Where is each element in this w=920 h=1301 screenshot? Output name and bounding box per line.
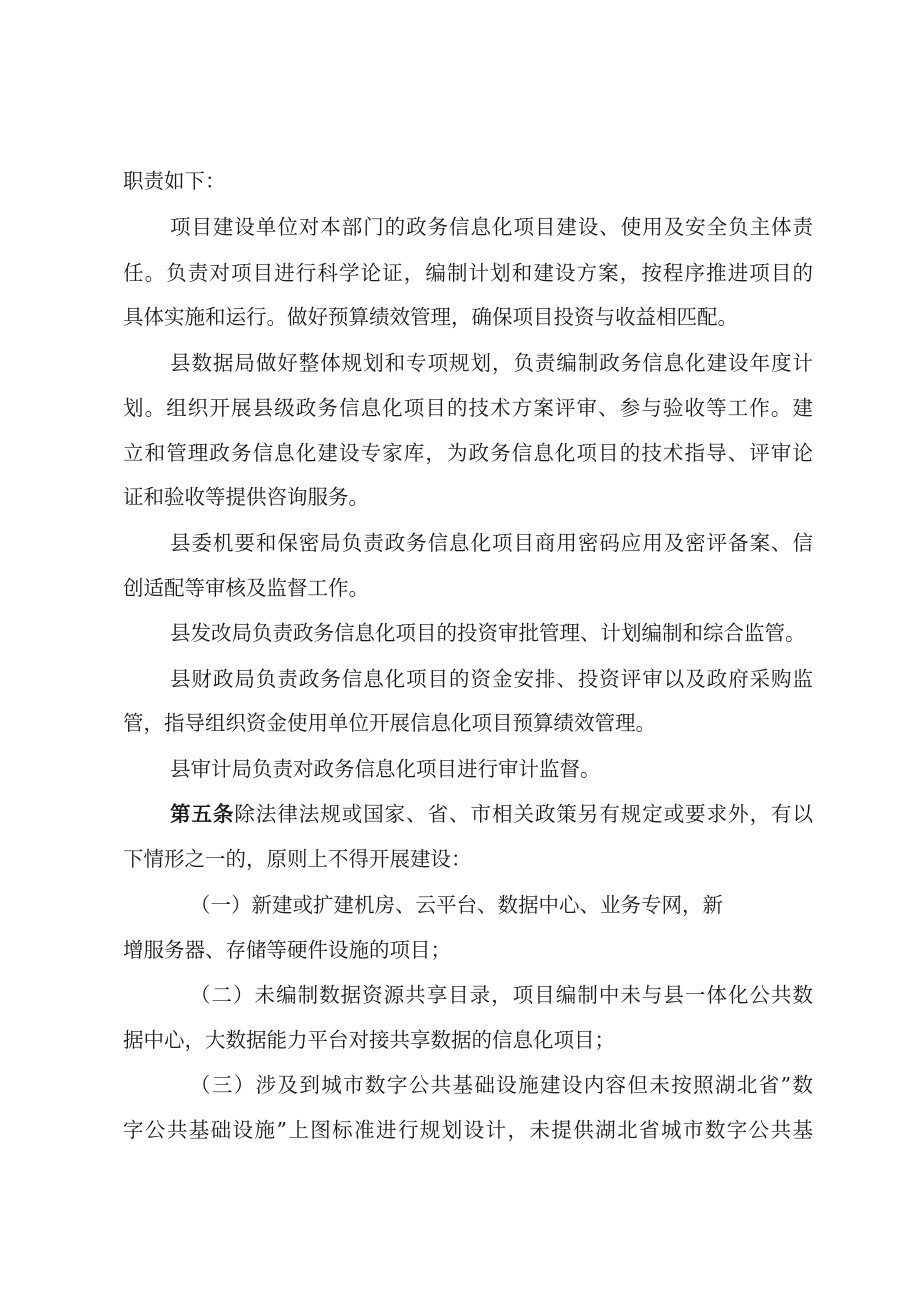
text-span: 除法律法规或国家、省、市相关政策另有规定或要求外，有以: [234, 802, 813, 826]
text-line: 县审计局负责对政务信息化项目进行审计监督。: [170, 757, 601, 781]
text-line: 创适配等审核及监督工作。: [123, 576, 369, 600]
article-label: 第五条: [170, 802, 235, 826]
text-line: 下情形之一的，原则上不得开展建设：: [123, 847, 472, 871]
text-line: 具体实施和运行。做好预算绩效管理，确保项目投资与收益相匹配。: [123, 305, 738, 329]
text-line: 项目建设单位对本部门的政务信息化项目建设、使用及安全负主体责: [170, 215, 813, 239]
text-line: 县发改局负责政务信息化项目的投资审批管理、计划编制和综合监管。: [170, 621, 806, 645]
text-line: 划。组织开展县级政务信息化项目的技术方案评审、参与验收等工作。建: [123, 396, 813, 420]
text-line: 证和验收等提供咨询服务。: [123, 485, 369, 509]
text-line: 据中心，大数据能力平台对接共享数据的信息化项目；: [123, 1028, 615, 1052]
text-line: 增服务器、存储等硬件设施的项目；: [123, 938, 451, 962]
text-line: 字公共基础设施”上图标准进行规划设计，未提供湖北省城市数字公共基: [123, 1118, 813, 1142]
text-line: 管，指导组织资金使用单位开展信息化项目预算绩效管理。: [123, 711, 656, 735]
article-line: [170, 799, 813, 829]
text-line: （一）新建或扩建机房、云平台、数据中心、业务专网，新: [190, 893, 723, 917]
text-line: 县数据局做好整体规划和专项规划，负责编制政务信息化建设年度计: [170, 351, 813, 375]
text-line: 县委机要和保密局负责政务信息化项目商用密码应用及密评备案、信: [170, 531, 813, 555]
text-line: （二）未编制数据资源共享目录，项目编制中未与县一体化公共数: [190, 983, 813, 1007]
text-line: 任。负责对项目进行科学论证，编制计划和建设方案，按程序推进项目的: [123, 261, 813, 285]
text-line: （三）涉及到城市数字公共基础设施建设内容但未按照湖北省”数: [190, 1073, 813, 1097]
text-line: 县财政局负责政务信息化项目的资金安排、投资评审以及政府采购监: [170, 667, 813, 691]
text-line: 立和管理政务信息化建设专家库，为政务信息化项目的技术指导、评审论: [123, 441, 813, 465]
text-line: 职责如下：: [123, 169, 226, 193]
